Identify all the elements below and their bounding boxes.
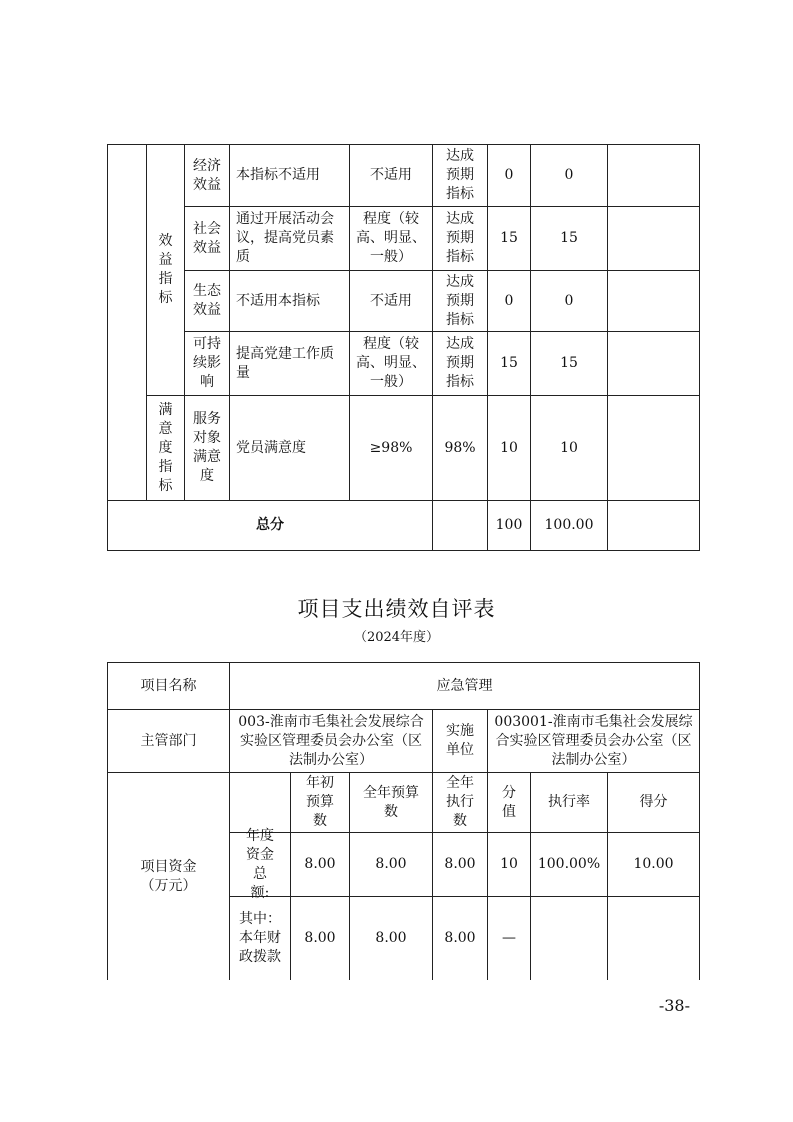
impl-label: 实施单位 (445, 723, 474, 758)
exec-rate-value: 100.00% (537, 856, 601, 872)
actual-value: 达成预期指标 (445, 211, 474, 265)
target-value: 程度（较高、明显、一般） (356, 211, 426, 265)
score: 0 (564, 292, 574, 309)
sub-indicator: 服务对象满意度 (192, 411, 221, 484)
header-budget-full: 全年预算数 (362, 784, 419, 820)
executed-value: 8.00 (444, 930, 476, 946)
target-value: ≥98% (369, 439, 413, 456)
actual-value: 达成预期指标 (445, 336, 474, 390)
total-score: 100.00 (544, 517, 594, 533)
sub-indicator: 生态效益 (192, 283, 221, 318)
budget-full-value: 8.00 (375, 856, 407, 872)
fiscal-row-label: 其中：本年财政拨款 (238, 911, 281, 965)
target-value: 不适用 (370, 167, 412, 183)
header-score-value: 分值 (501, 784, 516, 820)
page-number: -38- (658, 996, 690, 1015)
header-exec-rate: 执行率 (548, 794, 590, 810)
budget-start-value: 8.00 (304, 930, 336, 946)
score: 10.00 (633, 856, 674, 872)
page-title: 项目支出绩效自评表 (297, 597, 496, 621)
score: 15 (560, 230, 578, 246)
score-value: 15 (500, 355, 518, 371)
sub-indicator: 可持续影响 (192, 336, 221, 390)
sub-indicator: 社会效益 (192, 220, 221, 256)
indicator-name: 通过开展活动会议，提高党员素质 (236, 211, 334, 265)
actual-value: 98% (444, 439, 476, 456)
header-budget-start: 年初预算数 (305, 775, 334, 829)
indicator-name: 不适用本指标 (236, 292, 320, 309)
total-value: 100 (495, 517, 523, 533)
score-value: 10 (500, 439, 518, 456)
score: 0 (564, 167, 574, 183)
satisfaction-category: 满意度指标 (158, 401, 173, 494)
actual-value: 达成预期指标 (445, 148, 474, 202)
header-score: 得分 (639, 794, 668, 810)
fund-label: 项目资金（万元） (140, 858, 197, 894)
impl-value: 003001-淮南市毛集社会发展综合实验区管理委员会办公室（区法制办公室） (494, 713, 693, 768)
dept-label: 主管部门 (140, 732, 197, 749)
header-executed: 全年执行数 (445, 775, 474, 829)
score-value: 10 (500, 856, 518, 872)
score-value: 0 (504, 167, 514, 183)
target-value: 不适用 (370, 292, 412, 309)
score-value: 15 (500, 230, 518, 246)
indicator-name: 本指标不适用 (236, 167, 320, 183)
efficiency-category: 效益指标 (158, 233, 173, 306)
score-value: — (502, 930, 516, 946)
dept-value: 003-淮南市毛集社会发展综合实验区管理委员会办公室（区法制办公室） (238, 713, 424, 768)
project-name: 应急管理 (436, 677, 493, 694)
indicator-name: 提高党建工作质量 (236, 345, 334, 381)
score: 15 (560, 355, 578, 371)
executed-value: 8.00 (444, 856, 476, 872)
budget-full-value: 8.00 (375, 930, 407, 946)
actual-value: 达成预期指标 (445, 273, 474, 328)
score: 10 (560, 439, 578, 456)
target-value: 程度（较高、明显、一般） (356, 336, 426, 390)
budget-start-value: 8.00 (304, 856, 336, 872)
indicator-name: 党员满意度 (236, 439, 306, 456)
project-name-label: 项目名称 (140, 677, 197, 694)
score-value: 0 (504, 292, 514, 309)
total-label: 总分 (256, 517, 284, 533)
annual-total-label: 年度资金总额: (245, 827, 274, 901)
page-subtitle: （2024年度） (353, 630, 440, 645)
sub-indicator: 经济效益 (192, 157, 221, 193)
